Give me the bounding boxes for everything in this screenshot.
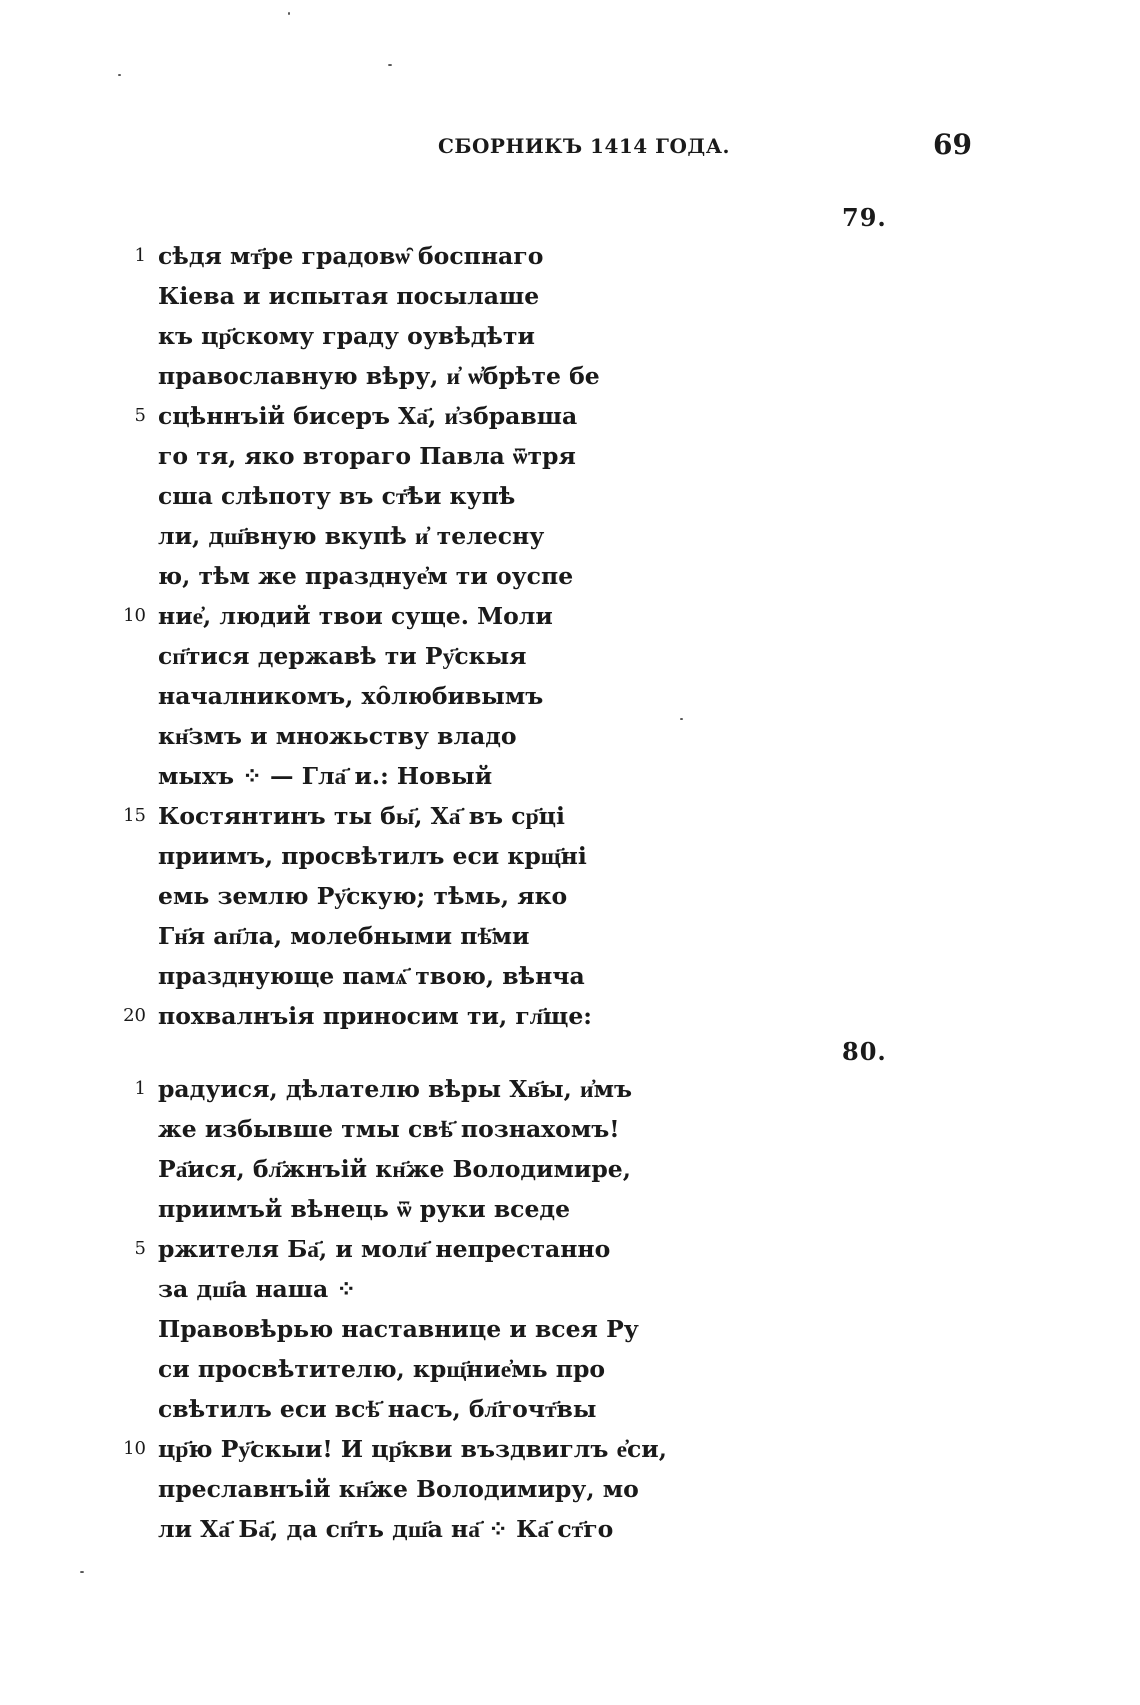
line-text: си просвѣтителю, крщ҃ние҆мь про [158,1355,606,1383]
section-number: 79. [842,203,887,232]
line-text: сѣдя мт҃ре градовѡ̑ боспнаго [158,242,544,270]
line-text: сша слѣпоту въ ст҃ѣи купѣ [158,482,516,510]
page-header [0,128,1140,168]
line-text: ние҆, людий твои суще. Моли [158,602,553,630]
line-number: 10 [123,1438,146,1459]
line-number: 10 [123,605,146,626]
line-text: Гн҃я ап҃ла, молебными пѣ҃ми [158,922,530,950]
line-number: 1 [134,245,146,266]
line-text: приимъй вѣнець ѿ руки вседе [158,1195,571,1223]
line-number: 1 [134,1078,146,1099]
line-text: празднующе памѧ҃ твою, вѣнча [158,962,585,990]
line-text: свѣтилъ еси всѣ҃ насъ, бл҃гочт҃вы [158,1395,597,1423]
line-text: Правовѣрью наставнице и всея Ру [158,1315,639,1343]
line-text: Костянтинъ ты бы҃, Ха҃ въ ср҃ці [158,802,565,830]
line-text: ли, дш҃вную вкупѣ и҆ телесну [158,522,545,550]
line-text: ли Ха҃ Ба҃, да сп҃ть дш҃а на҃ ⁘ Ка҃ ст҃го [158,1515,614,1543]
page-number: 69 [933,128,972,161]
line-text: приимъ, просвѣтилъ еси крщ҃ні [158,842,587,870]
line-text: православную вѣру, и҆ ѡ҆брѣте бе [158,362,600,390]
line-text: Ра҃ися, бл҃жнъій кн҃же Володимире, [158,1155,631,1183]
print-speck [118,74,121,76]
line-text: Кіева и испытая посылаше [158,282,540,310]
line-text: цр҃ю Ру҃скыи! И цр҃кви въздвиглъ е҆си, [158,1435,667,1463]
section-number: 80. [842,1037,887,1066]
line-text: сп҃тися державѣ ти Ру҃скыя [158,642,527,670]
line-text: ю, тѣм же празднуе҆м ти оуспе [158,562,574,590]
line-text: ржителя Ба҃, и моли҃ непрестанно [158,1235,611,1263]
line-text: преславнъій кн҃же Володимиру, мо [158,1475,639,1503]
print-speck [288,12,290,15]
line-text: мыхъ ⁘ — Гла҃ и.: Новый [158,762,493,790]
line-text: го тя, яко втораго Павла ѿтря [158,442,576,470]
line-text: сцѣннъій бисеръ Ха҃, и҆збравша [158,402,578,430]
line-number: 5 [134,405,146,426]
line-number: 15 [123,805,146,826]
line-text: же избывше тмы свѣ҃ познахомъ! [158,1115,620,1143]
line-text: за дш҃а наша ⁘ [158,1275,357,1303]
line-text: кн҃змъ и множьству владо [158,722,517,750]
line-number: 5 [134,1238,146,1259]
print-speck [80,1571,84,1573]
line-text: похвалнъія приносим ти, гл҃ще: [158,1002,592,1030]
running-title: СБОРНИКЪ 1414 ГОДА. [438,134,730,158]
line-text: къ цр҃скому граду оувѣдѣти [158,322,535,350]
print-speck [388,64,392,66]
line-text: началникомъ, хо̑любивымъ [158,682,544,710]
line-text: емь землю Ру҃скую; тѣмь, яко [158,882,568,910]
print-speck [680,718,683,720]
line-number: 20 [123,1005,146,1026]
line-text: радуися, дѣлателю вѣры Хв҃ы, и҆мъ [158,1075,633,1103]
